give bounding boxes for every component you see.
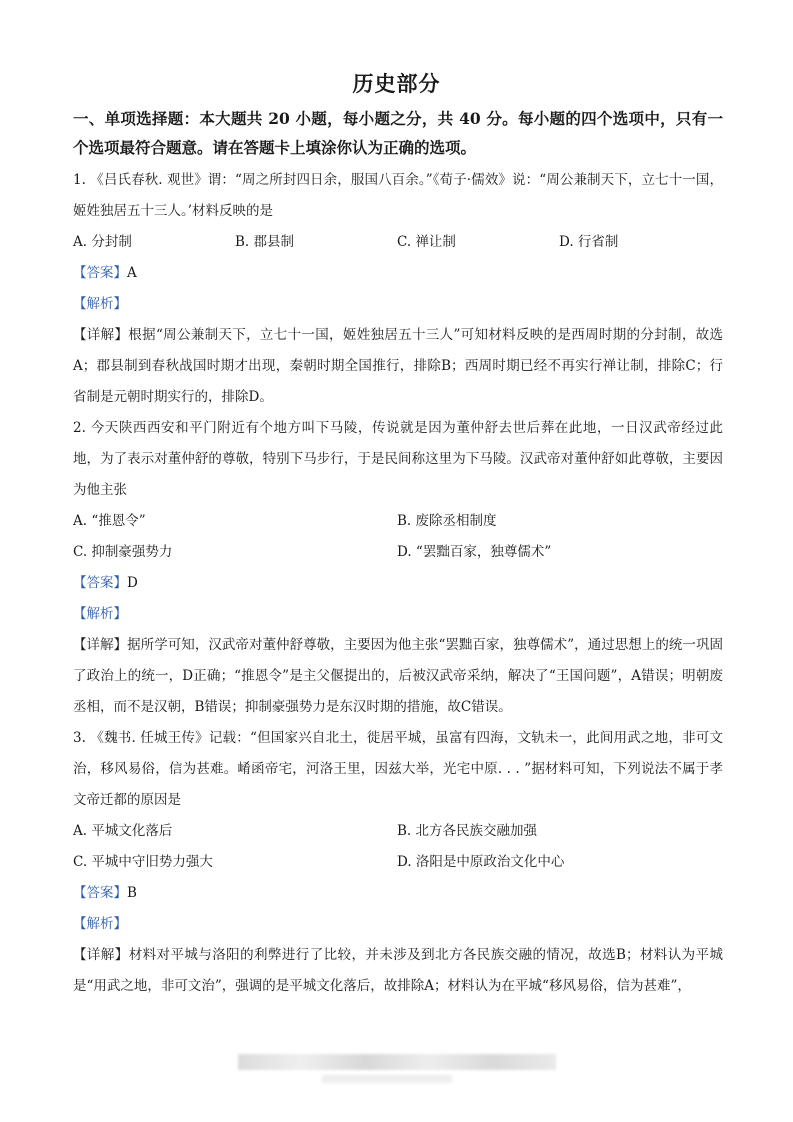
- option-d: D. “罢黜百家，独尊儒术”: [397, 544, 552, 560]
- detail-text: 据所学可知，汉武帝对董仲舒尊敬，主要因为他主张“罢黜百家，独尊儒术”，通过思想上的统一巩固了政治上的统一，D正确；“推恩令”是主父偃提出的，后被汉武帝采纳，解决了“王国问题”，A错误；明朝废丞相，而不是汉朝，B错误；抑制豪强势力是东汉时期的措施，故C错误。: [73, 637, 723, 715]
- analysis-line: [73, 909, 723, 940]
- analysis-line: [73, 289, 723, 320]
- option-c: C. 禅让制: [397, 234, 456, 250]
- answer-value: B: [127, 885, 137, 901]
- option-b: B. 北方各民族交融加强: [397, 823, 538, 839]
- question-stem: 2. 今天陕西西安和平门附近有个地方叫下马陵，传说就是因为董仲舒去世后葬在此地，一日汉武帝经过此地，为了表示对董仲舒的尊敬，特别下马步行，于是民间称这里为下马陵。汉武帝对董仲舒如此尊敬，主要因为他主张: [73, 420, 723, 498]
- options-row: [73, 506, 723, 537]
- detail-tag: 【详解】: [73, 327, 129, 343]
- answer-line: [73, 878, 723, 909]
- option-c: C. 平城中守旧势力强大: [73, 854, 213, 870]
- answer-line: [73, 568, 723, 599]
- options-row: [73, 537, 723, 568]
- option-a: A. 平城文化落后: [73, 823, 173, 839]
- question-3: [73, 723, 723, 1002]
- option-b: B. 郡县制: [235, 234, 295, 250]
- detail-text: 材料对平城与洛阳的利弊进行了比较，并未涉及到北方各民族交融的情况，故选B；材料认为平城是“用武之地，非可文治”，强调的是平城文化落后，故排除A；材料认为在平城“移风易俗，信为甚难”，: [73, 947, 724, 994]
- detail-text: 根据“周公兼制天下，立七十一国，姬姓独居五十三人”可知材料反映的是西周时期的分封制，故选A；郡县制到春秋战国时期才出现，秦朝时期全国推行，排除B；西周时期已经不再实行禅让制，排除C；行省制是元朝时期实行的，排除D。: [73, 327, 723, 405]
- analysis-tag: 【解析】: [73, 916, 127, 932]
- analysis-line: [73, 599, 723, 630]
- question-2: [73, 413, 723, 723]
- answer-tag: 【答案】: [73, 885, 127, 901]
- option-a: A. 分封制: [73, 234, 132, 250]
- detail-line: [73, 630, 723, 723]
- detail-line: [73, 320, 723, 413]
- detail-line: [73, 940, 723, 1002]
- page-title: 历史部分: [352, 71, 441, 96]
- blurred-footer: [238, 1054, 556, 1070]
- answer-tag: 【答案】: [73, 575, 127, 591]
- option-a: A. “推恩令”: [73, 513, 146, 529]
- options-row: [73, 816, 723, 847]
- answer-tag: 【答案】: [73, 265, 127, 281]
- question-stem: 3. 《魏书. 任城王传》记载：“但国家兴自北土，徙居平城，虽富有四海，文轨未一，此间用武之地，非可文治，移风易俗，信为甚难。崤函帝宅，河洛王里，因兹大举，光宅中原. . . ”据材料可知，下列说法不属于孝文帝迁都的原因是: [73, 730, 723, 808]
- analysis-tag: 【解析】: [73, 296, 127, 312]
- option-c: C. 抑制豪强势力: [73, 544, 173, 560]
- analysis-tag: 【解析】: [73, 606, 127, 622]
- detail-tag: 【详解】: [73, 947, 129, 963]
- question-1: [73, 165, 723, 413]
- options-row: [73, 847, 723, 878]
- document-body: [73, 104, 723, 1002]
- answer-value: A: [127, 265, 137, 281]
- blurred-footer-sub: [322, 1075, 452, 1083]
- option-d: D. 洛阳是中原政治文化中心: [397, 854, 565, 870]
- answer-value: D: [127, 575, 138, 591]
- detail-tag: 【详解】: [73, 637, 128, 653]
- answer-line: [73, 258, 723, 289]
- question-stem: 1. 《吕氏春秋. 观世》谓：“周之所封四日余，服国八百余。”《荀子·儒效》说：“周公兼制天下，立七十一国，姬姓独居五十三人。’材料反映的是: [73, 172, 723, 219]
- option-b: B. 废除丞相制度: [397, 513, 497, 529]
- section-header: 一、单项选择题：本大题共 20 小题，每小题之分，共 40 分。每小题的四个选项中，只有一个选项最符合题意。请在答题卡上填涂你认为正确的选项。: [73, 109, 723, 157]
- option-d: D. 行省制: [559, 234, 619, 250]
- options-row: [73, 227, 723, 258]
